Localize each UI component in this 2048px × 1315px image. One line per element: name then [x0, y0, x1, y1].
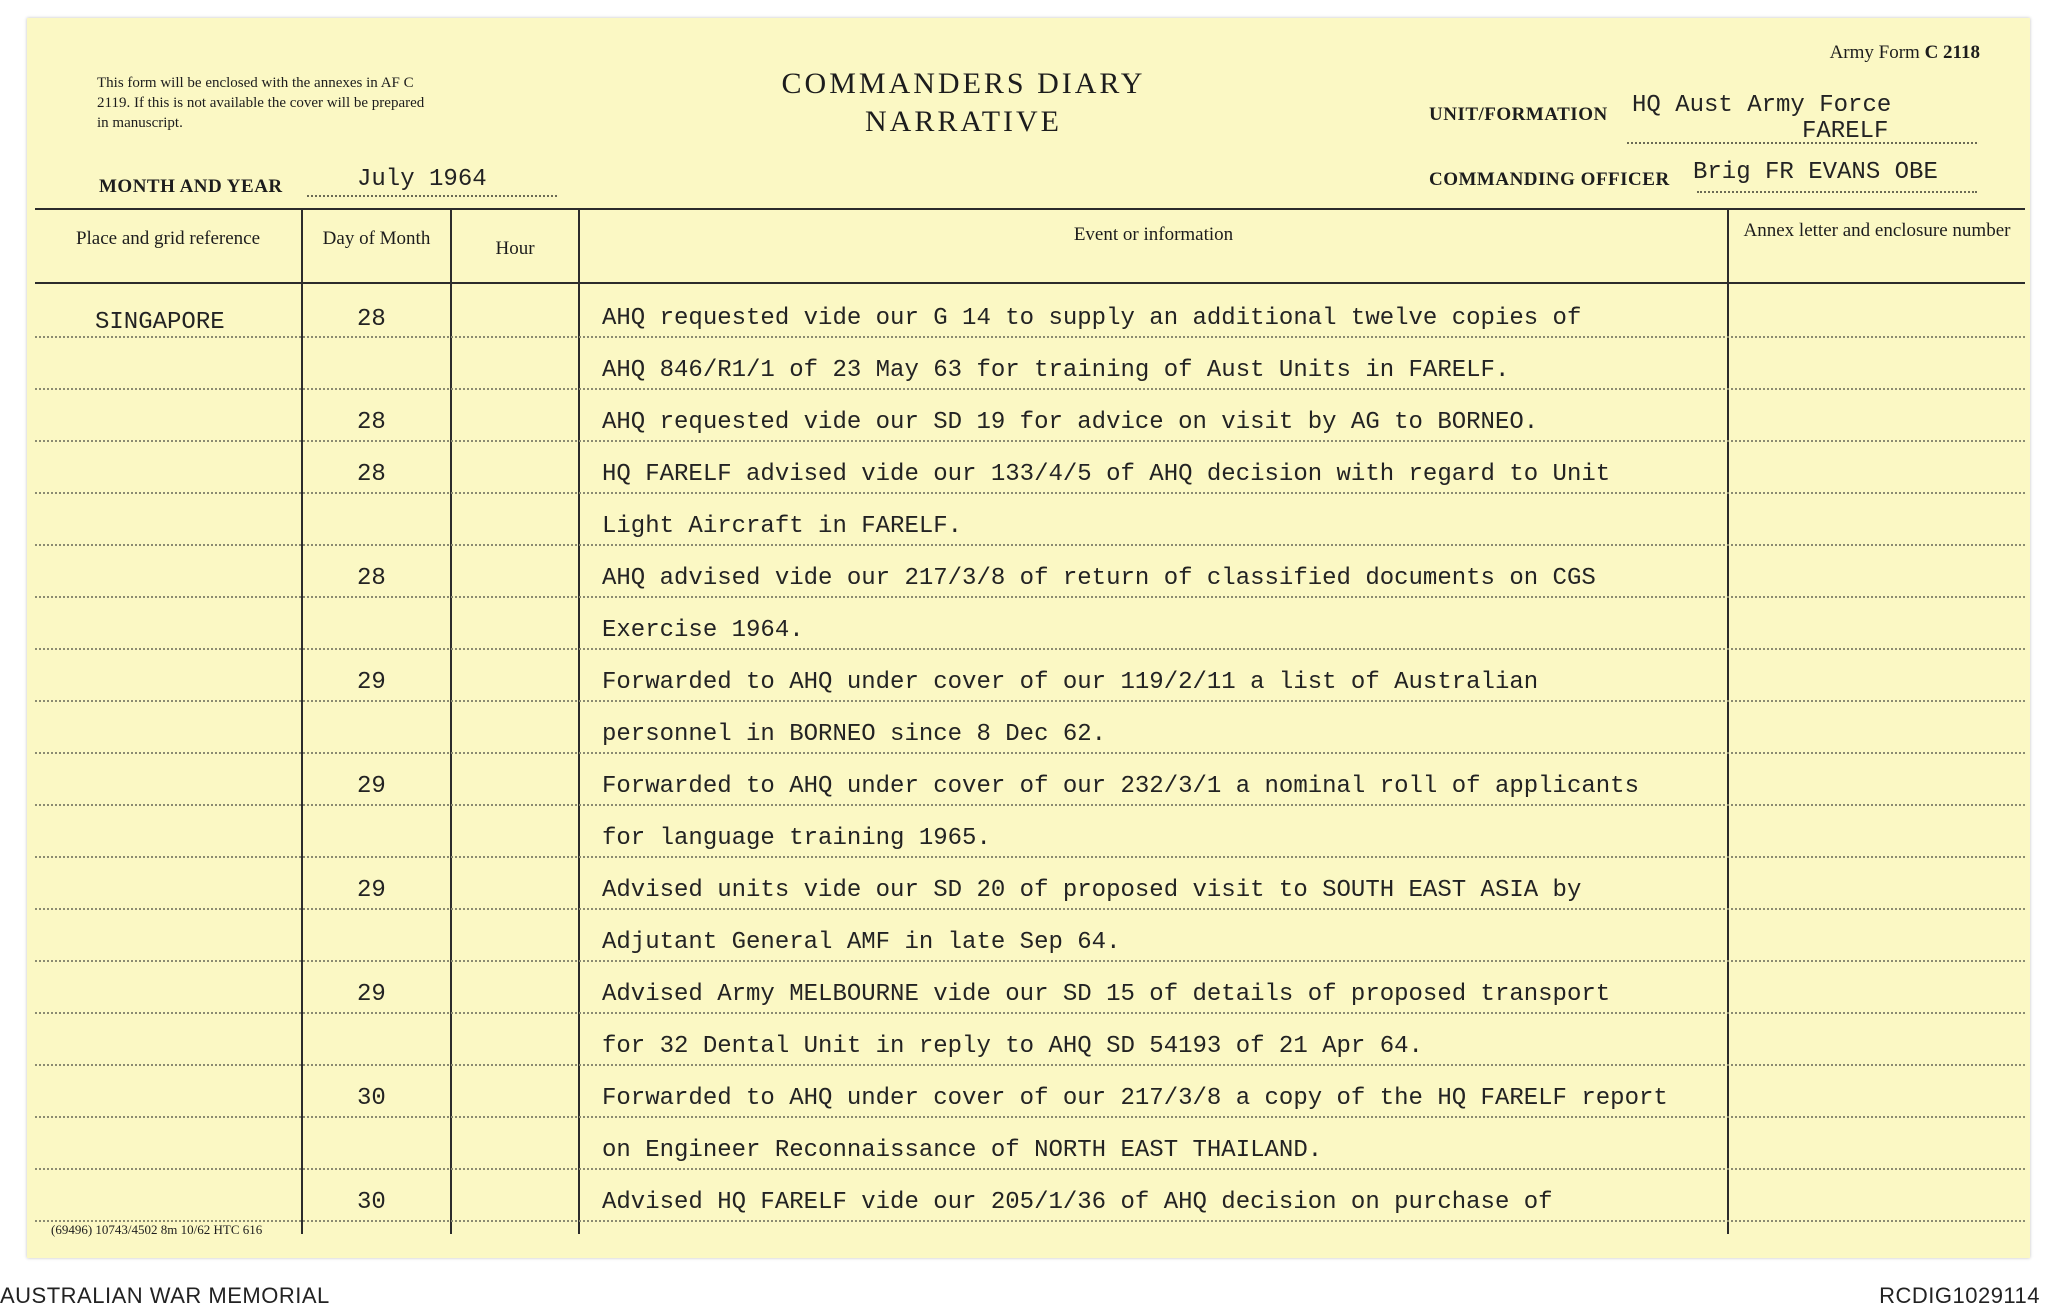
column-divider	[301, 208, 303, 1234]
event-cell: Forwarded to AHQ under cover of our 217/3/8 a copy of the HQ FARELF report	[602, 1085, 1668, 1112]
row-rule	[35, 1116, 2025, 1118]
place-cell: SINGAPORE	[95, 309, 225, 336]
row-rule	[35, 700, 2025, 702]
event-cell: Forwarded to AHQ under cover of our 232/3/1 a nominal roll of applicants	[602, 773, 1639, 800]
title-line-2: NARRATIVE	[865, 105, 1062, 138]
event-cell: Advised HQ FARELF vide our 205/1/36 of AHQ decision on purchase of	[602, 1189, 1553, 1216]
event-cell: Forwarded to AHQ under cover of our 119/2/11 a list of Australian	[602, 669, 1539, 696]
commanding-officer-label: COMMANDING OFFICER	[1429, 169, 1670, 190]
day-cell: 29	[357, 877, 386, 904]
row-rule	[35, 388, 2025, 390]
day-cell: 28	[357, 409, 386, 436]
event-cell: AHQ 846/R1/1 of 23 May 63 for training of Aust Units in FARELF.	[602, 357, 1510, 384]
row-rule	[35, 752, 2025, 754]
column-header-day: Day of Month	[322, 228, 431, 249]
month-underline	[307, 195, 557, 197]
row-rule	[35, 908, 2025, 910]
event-cell: AHQ requested vide our SD 19 for advice on visit by AG to BORNEO.	[602, 409, 1539, 436]
event-cell: HQ FARELF advised vide our 133/4/5 of AHQ decision with regard to Unit	[602, 461, 1611, 488]
month-year-value: July 1964	[357, 166, 487, 193]
unit-formation-label: UNIT/FORMATION	[1429, 104, 1608, 125]
row-rule	[35, 1220, 2025, 1222]
day-cell: 30	[357, 1189, 386, 1216]
day-cell: 29	[357, 981, 386, 1008]
row-rule	[35, 856, 2025, 858]
row-rule	[35, 648, 2025, 650]
row-rule	[35, 1064, 2025, 1066]
event-cell: Advised Army MELBOURNE vide our SD 15 of details of proposed transport	[602, 981, 1611, 1008]
army-form-number	[1830, 42, 1980, 64]
event-cell: Light Aircraft in FARELF.	[602, 513, 963, 540]
row-rule	[35, 440, 2025, 442]
event-cell: for language training 1965.	[602, 825, 991, 852]
row-rule	[35, 1012, 2025, 1014]
column-divider	[578, 208, 580, 1234]
day-cell: 28	[357, 565, 386, 592]
row-rule	[35, 804, 2025, 806]
form-number-prefix: Army Form	[1829, 42, 1925, 63]
row-rule	[35, 960, 2025, 962]
day-cell: 29	[357, 669, 386, 696]
diary-form-sheet	[27, 18, 2030, 1258]
title-line-1: COMMANDERS DIARY	[781, 67, 1146, 100]
event-cell: AHQ advised vide our 217/3/8 of return of classified documents on CGS	[602, 565, 1596, 592]
column-header-hour: Hour	[495, 238, 535, 259]
unit-underline	[1627, 142, 1977, 144]
row-rule	[35, 1168, 2025, 1170]
row-rule	[35, 544, 2025, 546]
commanding-officer-value: Brig FR EVANS OBE	[1693, 159, 1938, 186]
archive-id: RCDIG1029114	[1879, 1283, 2040, 1308]
row-rule	[35, 336, 2025, 338]
archive-credit: AUSTRALIAN WAR MEMORIAL	[0, 1283, 330, 1308]
column-header-place: Place and grid reference	[75, 228, 261, 249]
form-number-value: C 2118	[1924, 42, 1980, 63]
day-cell: 30	[357, 1085, 386, 1112]
month-year-label: MONTH AND YEAR	[99, 176, 283, 197]
column-header-annex: Annex letter and enclosure number	[1743, 220, 2011, 241]
event-cell: Adjutant General AMF in late Sep 64.	[602, 929, 1121, 956]
day-cell: 28	[357, 306, 386, 333]
event-cell: for 32 Dental Unit in reply to AHQ SD 54193 of 21 Apr 64.	[602, 1033, 1423, 1060]
unit-formation-value: HQ Aust Army Force	[1632, 92, 1892, 119]
column-divider	[1727, 208, 1729, 1234]
day-cell: 29	[357, 773, 386, 800]
event-cell: personnel in BORNEO since 8 Dec 62.	[602, 721, 1107, 748]
event-cell: Exercise 1964.	[602, 617, 804, 644]
printer-mark: (69496) 10743/4502 8m 10/62 HTC 616	[51, 1222, 263, 1237]
event-cell: AHQ requested vide our G 14 to supply an additional twelve copies of	[602, 305, 1582, 332]
event-cell: Advised units vide our SD 20 of proposed visit to SOUTH EAST ASIA by	[602, 877, 1582, 904]
event-cell: on Engineer Reconnaissance of NORTH EAST THAILAND.	[602, 1137, 1323, 1164]
unit-formation-value-2: FARELF	[1802, 118, 1889, 145]
column-header-event: Event or information	[1073, 224, 1234, 245]
day-cell: 28	[357, 461, 386, 488]
enclosure-note: This form will be enclosed with the annexes in AF C 2119. If this is not available the cover will be prepared in manuscript.	[97, 75, 425, 131]
row-rule	[35, 596, 2025, 598]
co-underline	[1697, 191, 1977, 193]
row-rule	[35, 492, 2025, 494]
column-divider	[450, 208, 452, 1234]
